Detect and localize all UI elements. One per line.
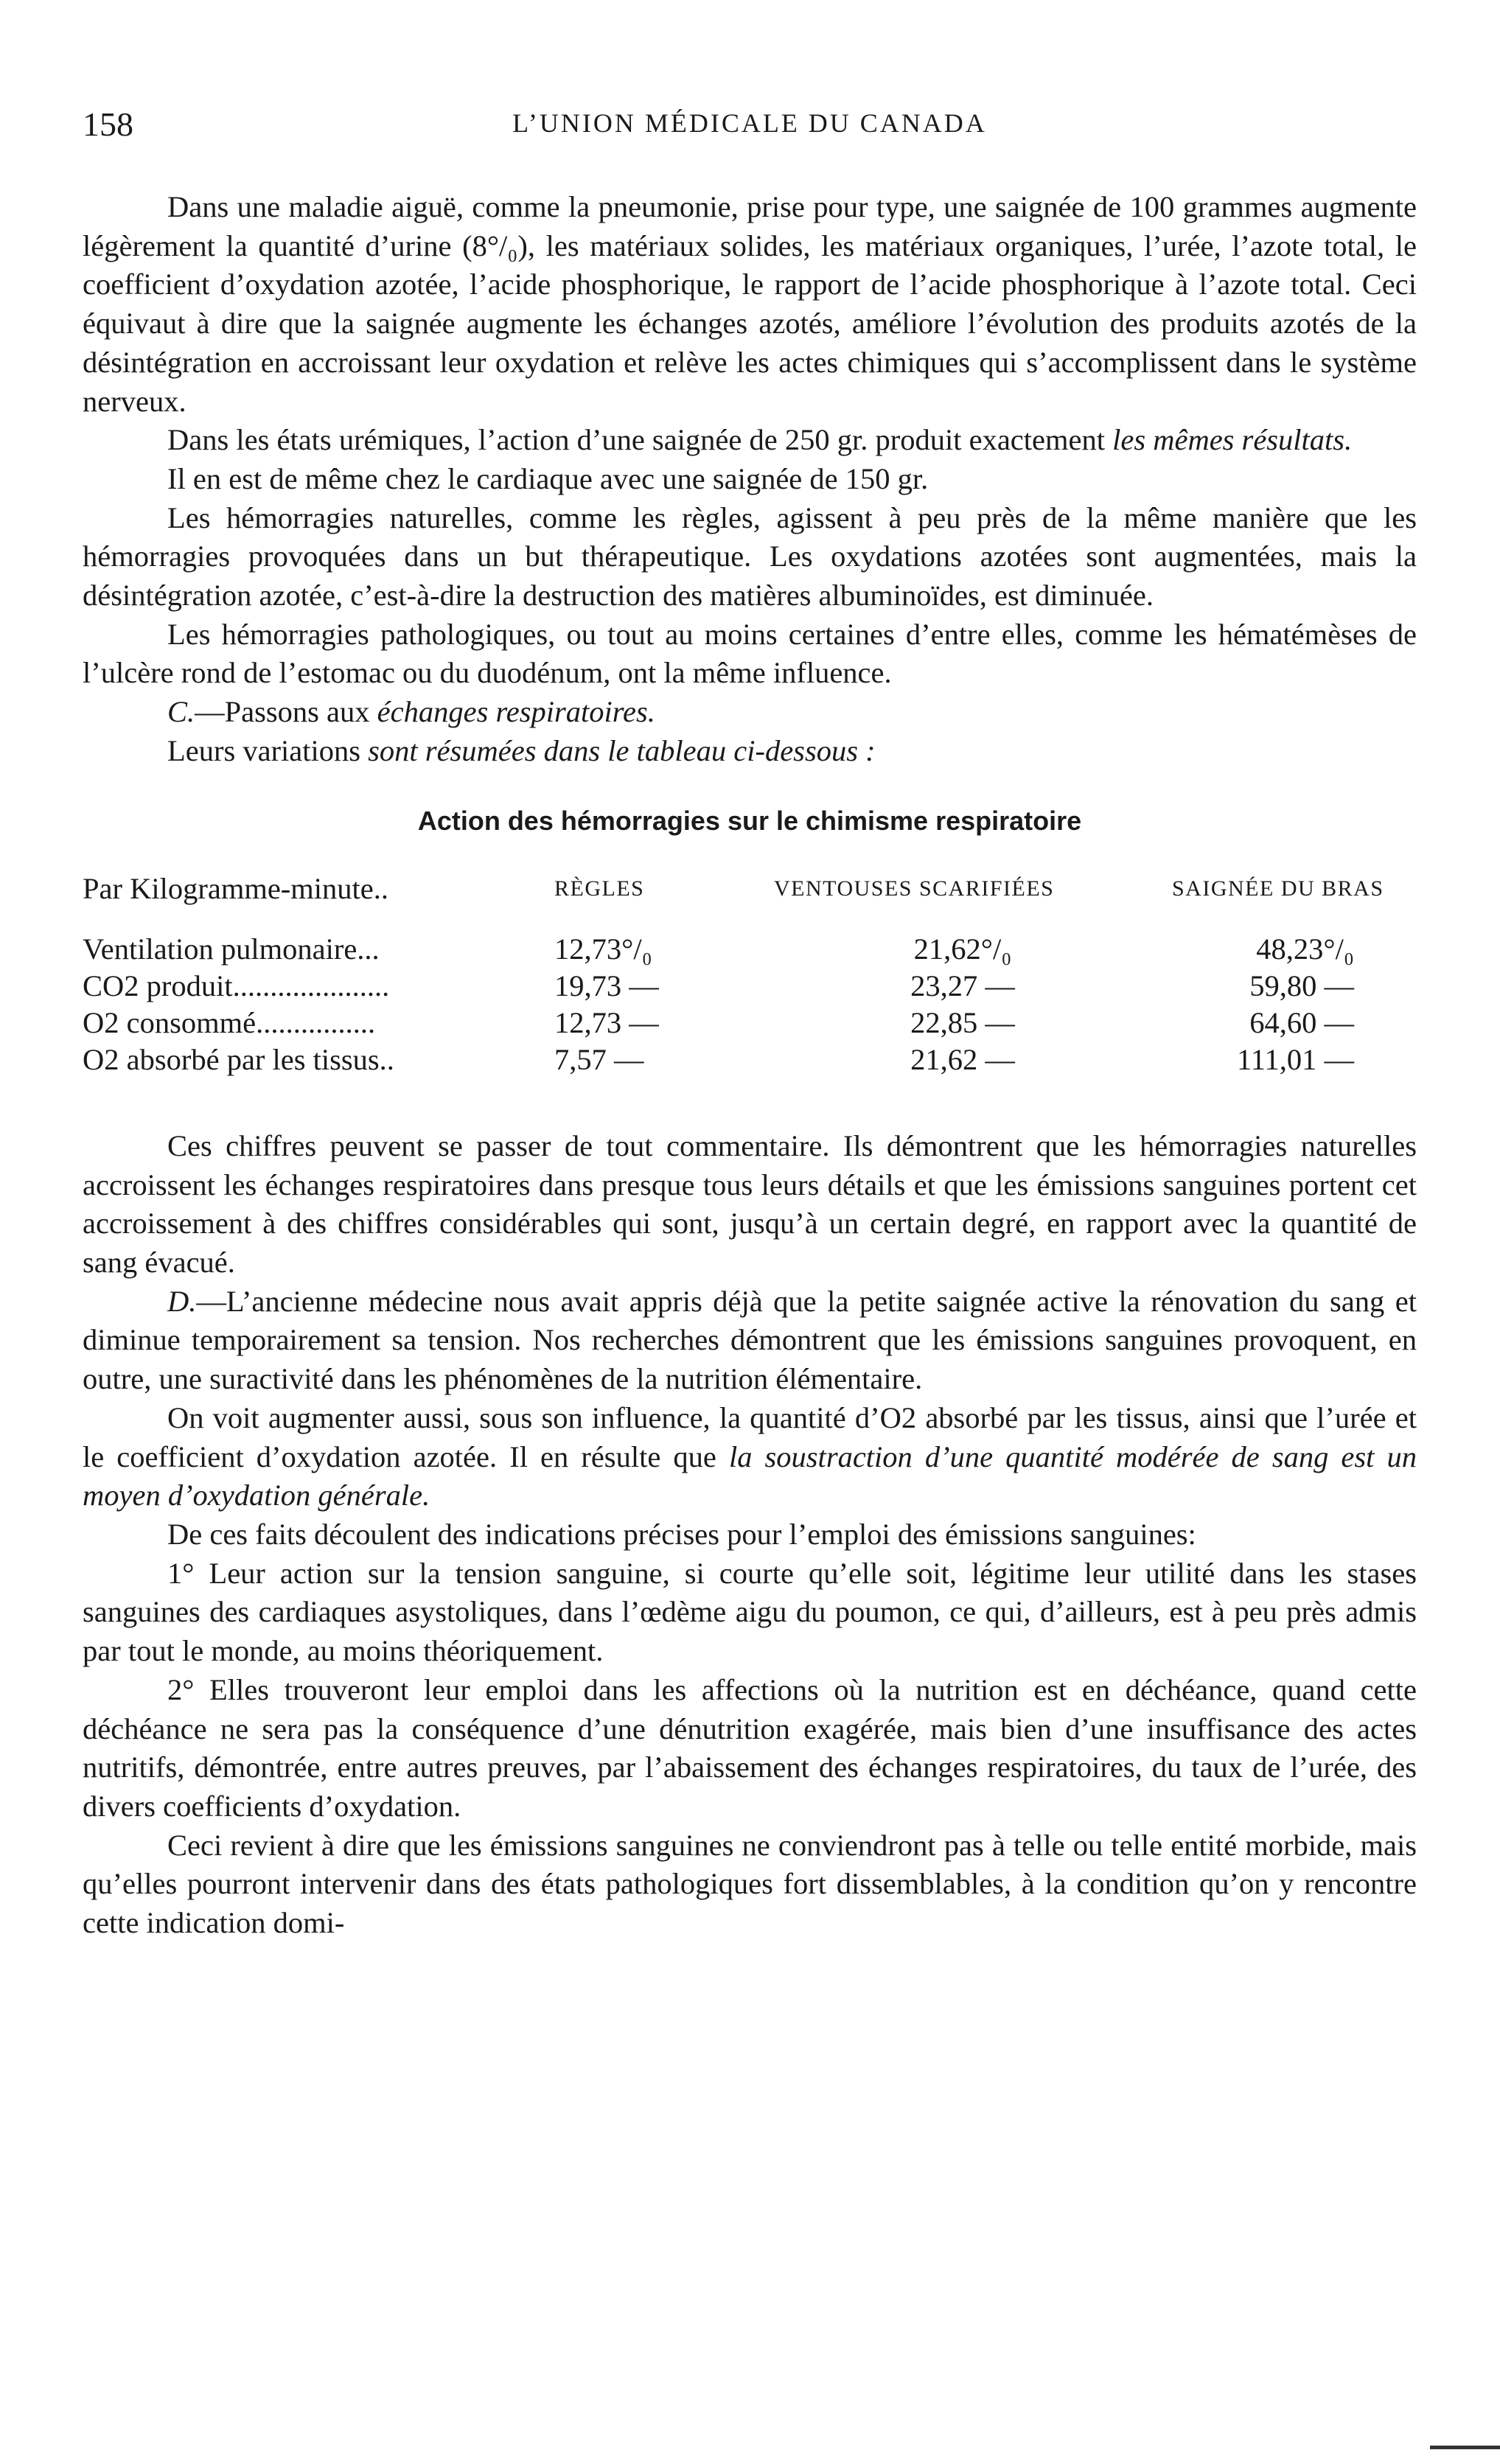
table-cell: 64,60 — bbox=[1249, 1005, 1354, 1039]
table-row bbox=[83, 1005, 1417, 1041]
table-header-cell: VENTOUSES SCARIFIÉES bbox=[774, 876, 1055, 901]
table-row bbox=[83, 968, 1417, 1005]
paragraph-pathological-hemorrhages: Les hémorragies pathologiques, ou tout au moins certaines d’entre elles, comme les hématémèses de l’ulcère rond de l’estomac ou du duodénum, ont la même influence. bbox=[83, 617, 1417, 690]
table-cell: 22,85 — bbox=[910, 1005, 1015, 1039]
table-cell: Ventilation pulmonaire... bbox=[83, 932, 380, 966]
table-cell: 21,62 — bbox=[910, 1042, 1015, 1076]
table-intro-text: Leurs variations bbox=[167, 733, 369, 767]
page-header bbox=[83, 105, 1417, 149]
uremic-text: Dans les états urémiques, l’action d’une saignée de 250 gr. produit exactement bbox=[167, 423, 1113, 457]
paragraph-conclusion: Ceci revient à dire que les émissions sanguines ne conviendront pas à telle ou telle entité morbide, mais qu’elles pourront intervenir dans des états pathologiques fort dissemblables, à la condition qu’on y rencontre cette indication domi- bbox=[83, 1828, 1417, 1940]
page-number: 158 bbox=[83, 105, 133, 143]
table-cell: O2 absorbé par les tissus.. bbox=[83, 1042, 394, 1076]
section-c-letter: C. bbox=[167, 695, 195, 729]
table-title: Action des hémorragies sur le chimisme respiratoire bbox=[417, 805, 1082, 836]
running-title: L’UNION MÉDICALE DU CANADA bbox=[512, 108, 987, 138]
table-cell: 21,62°/₀ bbox=[913, 932, 1012, 966]
table-cell: 59,80 — bbox=[1249, 969, 1354, 1002]
table-cell: 12,73 — bbox=[554, 1005, 659, 1039]
paragraph-point-2: 2° Elles trouveront leur emploi dans les affections où la nutrition est en déchéance, quand cette déchéance ne sera pas la conséquence d’une dénutrition exagérée, mais bien d’une insuffisance des actes nutritifs, démontrée, entre autres preuves, par l’abaissement des échanges respiratoires, du taux de l’urée, des divers coefficients d’oxydation. bbox=[83, 1672, 1417, 1823]
page-edge-rule bbox=[1430, 2446, 1500, 2449]
section-c-text: —Passons aux bbox=[195, 695, 377, 729]
table-intro-italic: sont résumées dans le tableau ci-dessous : bbox=[368, 733, 876, 767]
paragraph-section-c bbox=[83, 693, 1417, 732]
table-header-cell: SAIGNÉE DU BRAS bbox=[1172, 876, 1384, 901]
table-header-cell: RÈGLES bbox=[554, 876, 645, 901]
paragraph-comment: Ces chiffres peuvent se passer de tout commentaire. Ils démontrent que les hémorragies naturelles accroissent les échanges respiratoires dans presque tous leurs détails et que les émissions sanguines portent cet accroissement à des chiffres considérables qui sont, jusqu’à un certain degré, en rapport avec la quantité de sang évacué. bbox=[83, 1128, 1417, 1280]
paragraph-indications: De ces faits découlent des indications précises pour l’emploi des émissions sanguines: bbox=[167, 1517, 1196, 1551]
table-header-row bbox=[83, 870, 1417, 931]
table-row bbox=[83, 931, 1417, 968]
after-table-section bbox=[83, 1127, 1417, 1943]
paragraph-o2 bbox=[83, 1399, 1417, 1515]
table-cell: 48,23°/₀ bbox=[1256, 932, 1354, 966]
article-body bbox=[83, 188, 1417, 1943]
table-cell: 12,73°/₀ bbox=[554, 932, 652, 966]
section-c-italic: échanges respiratoires. bbox=[377, 695, 655, 729]
table-row bbox=[83, 1041, 1417, 1078]
paragraph-point-1: 1° Leur action sur la tension sanguine, si courte qu’elle soit, légitime leur utilité dans les stases sanguines des cardiaques asystoliques, dans l’œdème aigu du poumon, ce qui, d’ailleurs, est à peu près admis par tout le monde, au moins théoriquement. bbox=[83, 1556, 1417, 1668]
paragraph-cardiac: Il en est de même chez le cardiaque avec une saignée de 150 gr. bbox=[167, 461, 929, 495]
table-cell: 111,01 — bbox=[1237, 1042, 1354, 1076]
paragraph-table-intro bbox=[83, 732, 1417, 771]
table-cell: CO2 produit..................... bbox=[83, 969, 390, 1002]
section-d-letter: D. bbox=[167, 1284, 197, 1318]
table-header-cell: Par Kilogramme-minute.. bbox=[83, 872, 389, 906]
section-d-text: —L’ancienne médecine nous avait appris déjà que la petite saignée active la rénovation du sang et diminue temporairement sa tension. Nos recherches démontrent que les émissions sanguines provoquent, en outre, une suractivité dans les phénomènes de la nutrition élémentaire. bbox=[83, 1284, 1417, 1396]
paragraph-pneumonia: Dans une maladie aiguë, comme la pneumonie, prise pour type, une saignée de 100 grammes augmente légèrement la quantité d’urine (8°/₀), les matériaux solides, les matériaux organiques, l’urée, l’azote total, le coefficient d’oxydation azotée, l’acide phosphorique, le rapport de l’acide phosphorique à l’azote total. Ceci équivaut à dire que la saignée augmente les échanges azotés, améliore l’évolution des produits azotés de la désintégration en accroissant leur oxydation et relève les actes chimiques qui s’accomplissent dans le système nerveux. bbox=[83, 190, 1417, 418]
table-cell: 23,27 — bbox=[910, 969, 1015, 1002]
respiratory-table bbox=[83, 870, 1417, 1078]
paragraph-natural-hemorrhages: Les hémorragies naturelles, comme les règles, agissent à peu près de la même manière que les hémorragies provoquées dans un but thérapeutique. Les oxydations azotées sont augmentées, mais la désintégration azotée, c’est-à-dire la destruction des matières albuminoïdes, est diminuée. bbox=[83, 500, 1417, 612]
o2-italic: la soustraction d’une quantité modérée de sang est un moyen d’oxydation générale. bbox=[83, 1439, 1417, 1512]
uremic-italic: les mêmes résultats. bbox=[1112, 423, 1353, 457]
paragraph-uremic bbox=[83, 421, 1417, 460]
table-cell: 19,73 — bbox=[554, 969, 659, 1002]
paragraph-section-d bbox=[83, 1282, 1417, 1399]
table-cell: 7,57 — bbox=[554, 1042, 644, 1076]
table-cell: O2 consommé................ bbox=[83, 1005, 376, 1039]
o2-text: On voit augmenter aussi, sous son influence, la quantité d’O2 absorbé par les tissus, ainsi que l’urée et le coefficient d’oxydation azotée. Il en résulte que bbox=[83, 1400, 1417, 1473]
